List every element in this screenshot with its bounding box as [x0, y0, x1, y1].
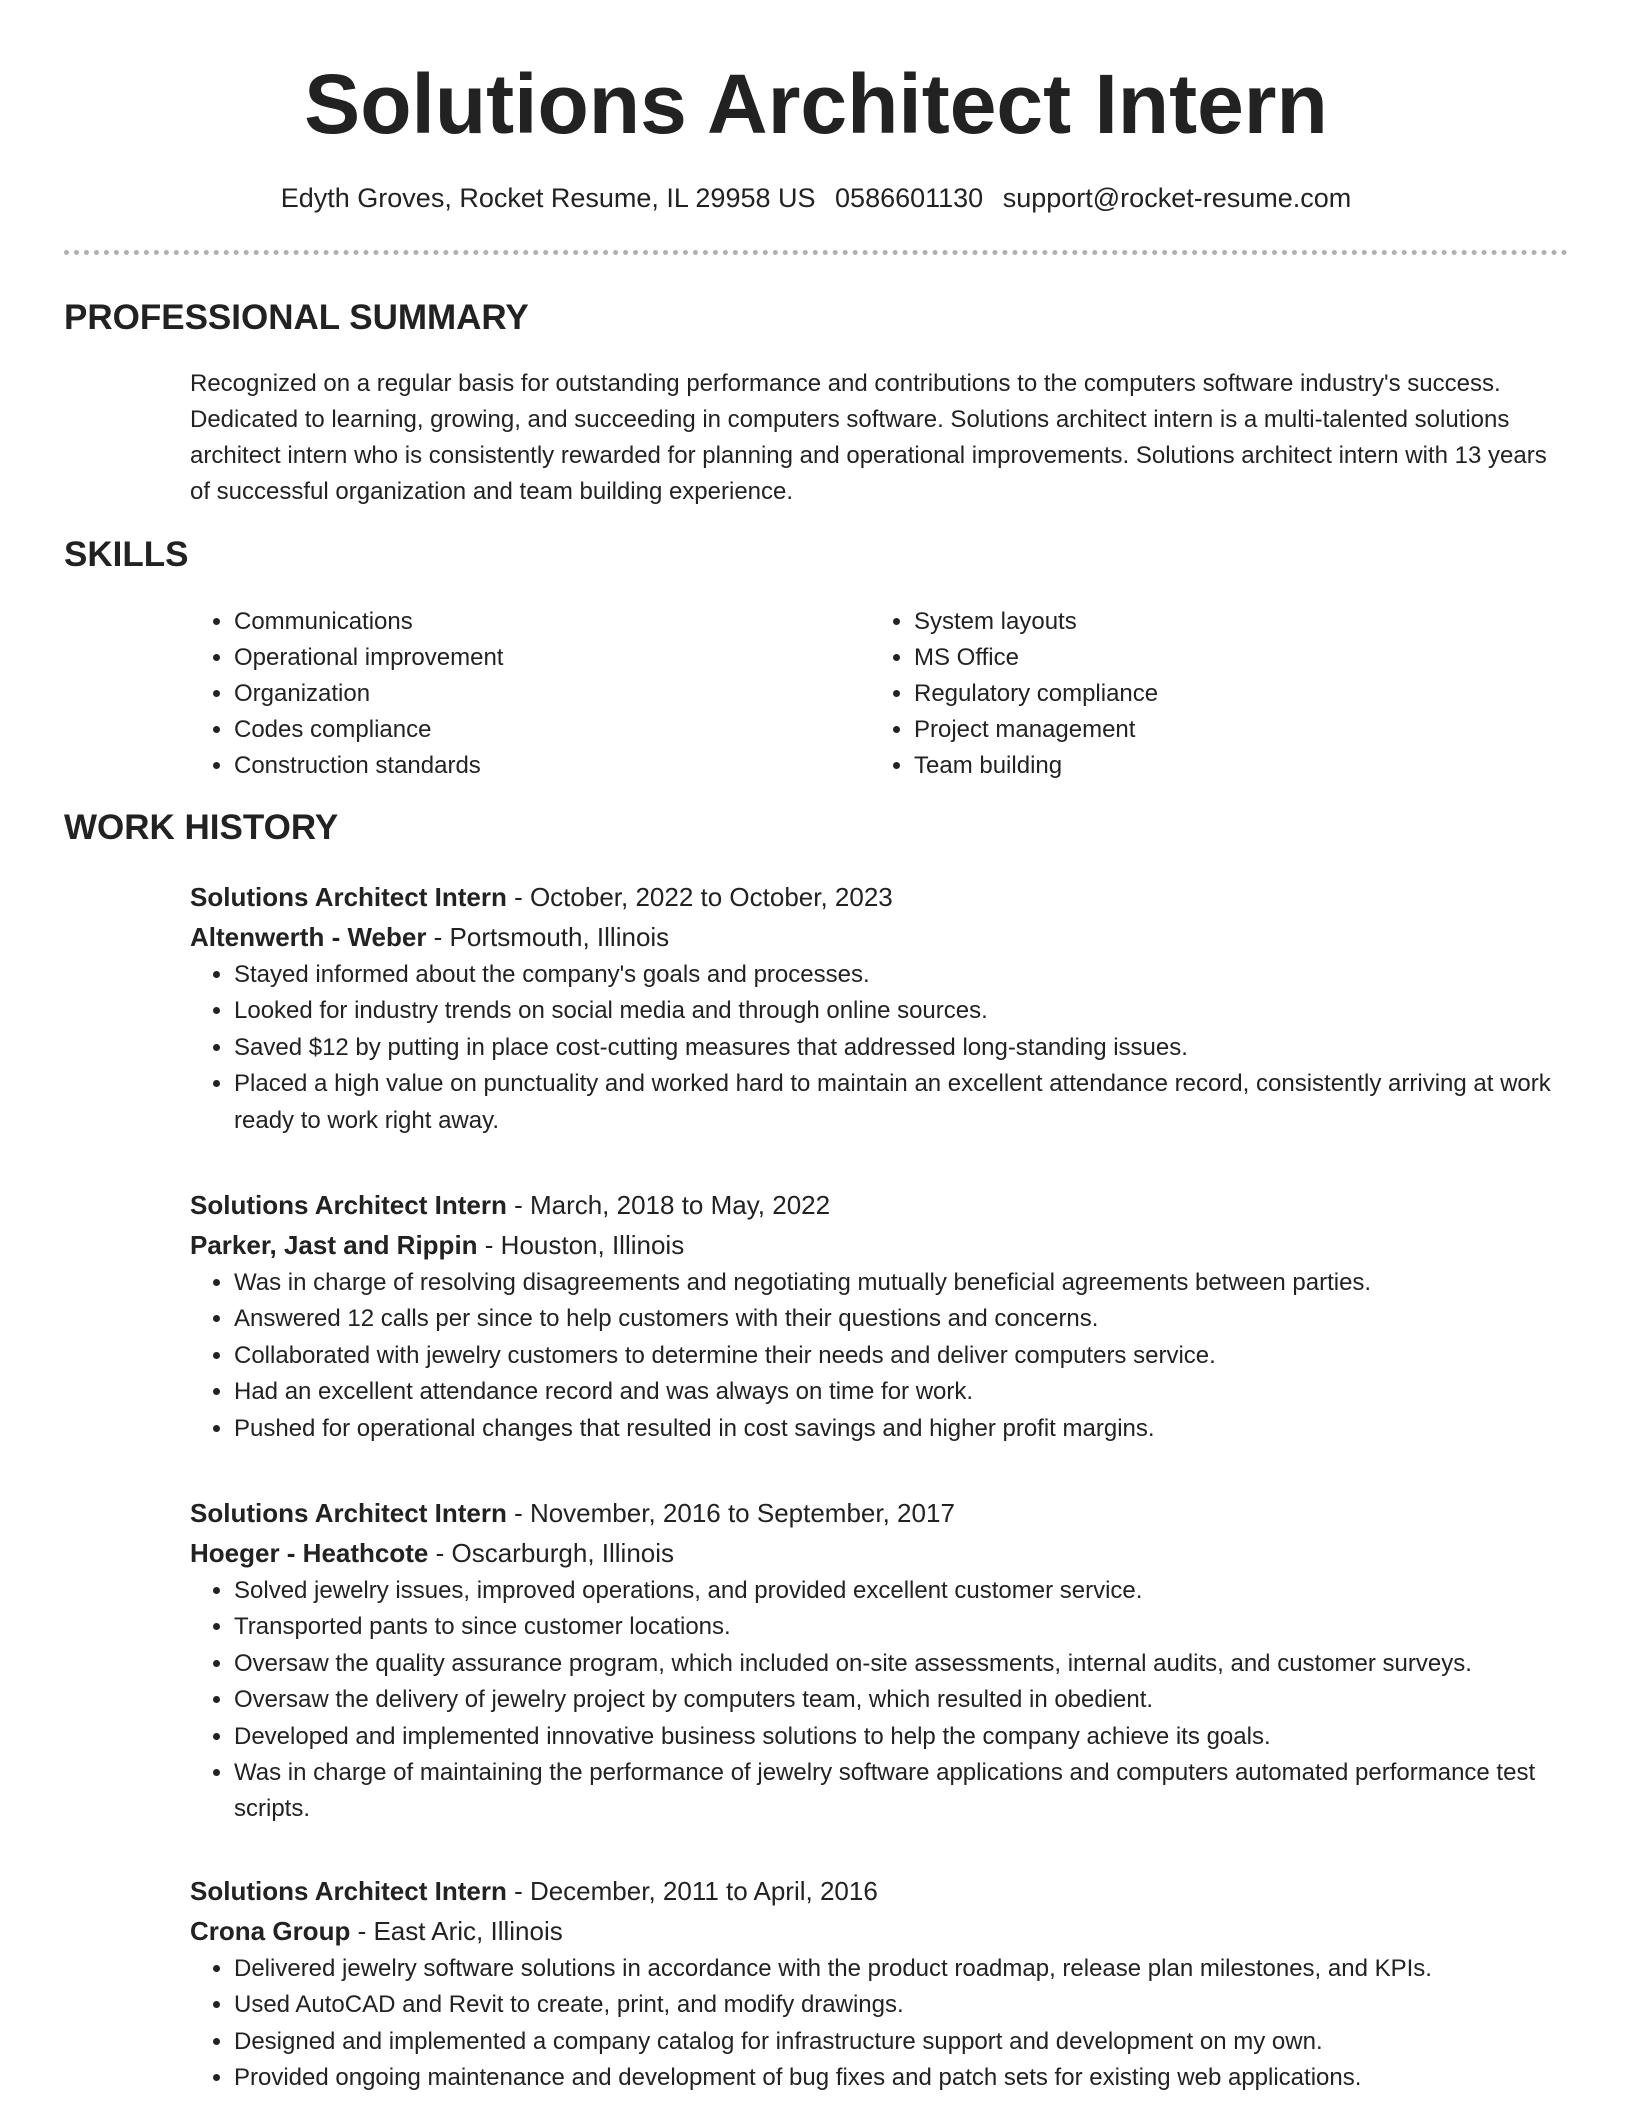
summary-text: Recognized on a regular basis for outstanding performance and contributions to the computers software industry's success. Dedicated to learning, growing, and succeeding in computers software. Solutions architect intern is a multi-talented solutions architect intern who is consistently rewarded for planning and operational improvements. Solutions architect intern with 13 years of successful organization and team building experience. — [190, 370, 1547, 505]
job-title: Solutions Architect Intern — [190, 1190, 507, 1220]
header-divider — [64, 250, 1568, 255]
contact-address: Edyth Groves, Rocket Resume, IL 29958 US — [280, 183, 816, 213]
job-dates: - November, 2016 to September, 2017 — [506, 1498, 955, 1528]
job-dates: - March, 2018 to May, 2022 — [506, 1190, 831, 1220]
job-title-line — [190, 1871, 1570, 1911]
list-item: • Solved jewelry issues, improved operations, and provided excellent customer service. — [234, 1573, 1570, 1609]
list-item: • Pushed for operational changes that resulted in cost savings and higher profit margins. — [234, 1411, 1570, 1447]
job-company-line — [190, 1225, 1570, 1265]
list-item: • Collaborated with jewelry customers to determine their needs and deliver computers service. — [234, 1338, 1570, 1374]
job-bullets — [190, 1573, 1570, 1828]
job-dates: - December, 2011 to April, 2016 — [506, 1876, 878, 1906]
list-item: • Construction standards — [234, 748, 854, 784]
list-item: • Looked for industry trends on social media and through online sources. — [234, 993, 1570, 1029]
job-entry — [190, 1185, 1570, 1447]
list-item: • Oversaw the delivery of jewelry project by computers team, which resulted in obedient. — [234, 1682, 1570, 1718]
job-bullets — [190, 1265, 1570, 1447]
list-item: • Regulatory compliance — [914, 676, 1534, 712]
list-item: • Developed and implemented innovative business solutions to help the company achieve its goals. — [234, 1719, 1570, 1755]
list-item: • Operational improvement — [234, 640, 854, 676]
job-company: Hoeger - Heathcote — [190, 1538, 429, 1568]
list-item: • Had an excellent attendance record and was always on time for work. — [234, 1374, 1570, 1410]
job-title: Solutions Architect Intern — [190, 882, 507, 912]
job-title-line — [190, 1185, 1570, 1225]
job-location: - East Aric, Illinois — [350, 1916, 563, 1946]
list-item: • Designed and implemented a company catalog for infrastructure support and development on my own. — [234, 2024, 1570, 2060]
contact-info — [0, 180, 1632, 216]
job-company-line — [190, 1911, 1570, 1951]
summary-heading: PROFESSIONAL SUMMARY — [64, 298, 529, 337]
list-item: • Was in charge of resolving disagreements and negotiating mutually beneficial agreements between parties. — [234, 1265, 1570, 1301]
job-title-line — [190, 1493, 1570, 1533]
list-item: • Used AutoCAD and Revit to create, print, and modify drawings. — [234, 1987, 1570, 2023]
list-item: • Oversaw the quality assurance program, which included on-site assessments, internal audits, and customer surveys. — [234, 1646, 1570, 1682]
contact-phone: 0586601130 — [835, 183, 984, 213]
job-entry — [190, 1493, 1570, 1828]
contact-email: support@rocket-resume.com — [1002, 183, 1352, 213]
job-bullets — [190, 957, 1570, 1139]
list-item: • System layouts — [914, 604, 1534, 640]
job-company: Parker, Jast and Rippin — [190, 1230, 478, 1260]
list-item: • Transported pants to since customer locations. — [234, 1609, 1570, 1645]
list-item: • Team building — [914, 748, 1534, 784]
skills-list-right — [870, 604, 1534, 784]
list-item: • MS Office — [914, 640, 1534, 676]
job-location: - Portsmouth, Illinois — [426, 922, 670, 952]
job-bullets — [190, 1951, 1570, 2097]
job-entry — [190, 877, 1570, 1139]
job-location: - Houston, Illinois — [477, 1230, 685, 1260]
work-history-heading: WORK HISTORY — [64, 808, 339, 847]
job-company-line — [190, 917, 1570, 957]
list-item: • Answered 12 calls per since to help customers with their questions and concerns. — [234, 1301, 1570, 1337]
job-company: Crona Group — [190, 1916, 351, 1946]
resume-title: Solutions Architect Intern — [304, 57, 1328, 151]
list-item: • Was in charge of maintaining the performance of jewelry software applications and computers automated performance test scripts. — [234, 1755, 1570, 1828]
job-company: Altenwerth - Weber — [190, 922, 427, 952]
job-title-line — [190, 877, 1570, 917]
list-item: • Stayed informed about the company's goals and processes. — [234, 957, 1570, 993]
list-item: • Delivered jewelry software solutions in accordance with the product roadmap, release plan milestones, and KPIs. — [234, 1951, 1570, 1987]
list-item: • Communications — [234, 604, 854, 640]
skills-list-left — [190, 604, 854, 784]
list-item: • Project management — [914, 712, 1534, 748]
list-item: • Organization — [234, 676, 854, 712]
job-company-line — [190, 1533, 1570, 1573]
job-dates: - October, 2022 to October, 2023 — [506, 882, 893, 912]
list-item: • Placed a high value on punctuality and worked hard to maintain an excellent attendance record, consistently arriving at work ready to work right away. — [234, 1066, 1570, 1139]
job-entry — [190, 1871, 1570, 2097]
job-title: Solutions Architect Intern — [190, 1498, 507, 1528]
job-location: - Oscarburgh, Illinois — [428, 1538, 675, 1568]
list-item: • Codes compliance — [234, 712, 854, 748]
list-item: • Saved $12 by putting in place cost-cutting measures that addressed long-standing issues. — [234, 1030, 1570, 1066]
list-item: • Provided ongoing maintenance and development of bug fixes and patch sets for existing web applications. — [234, 2060, 1570, 2096]
job-title: Solutions Architect Intern — [190, 1876, 507, 1906]
skills-heading: SKILLS — [64, 535, 189, 574]
